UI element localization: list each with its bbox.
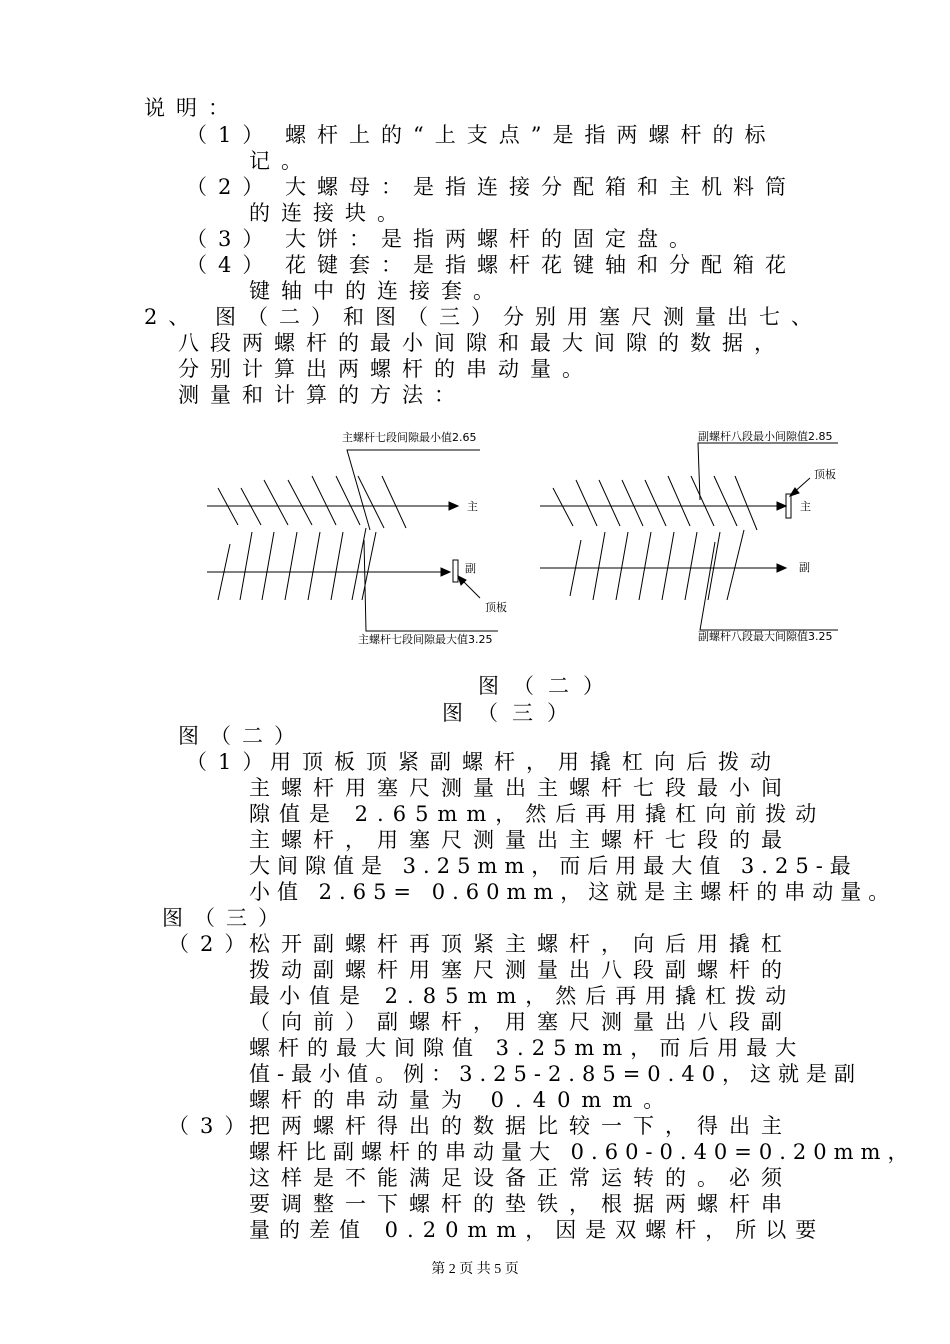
caption-figure-2: 图（二） — [478, 674, 618, 698]
step1-line-2: 主螺杆用塞尺测量出主螺杆七段最小间 — [249, 776, 793, 800]
left-bottom-label: 主螺杆七段间隙最大值3.25 — [358, 633, 493, 646]
note-3-line-1: 大饼：是指两螺杆的固定盘。 — [285, 227, 701, 251]
note-4-line-1: 花键套：是指螺杆花键轴和分配箱花 — [285, 253, 797, 277]
note-2-line-1: 大螺母：是指连接分配箱和主机料筒 — [285, 175, 797, 199]
note-2-number: （2） — [186, 175, 275, 199]
step1-line-6: 小值 2.65= 0.60mm，这就是主螺杆的串动量。 — [249, 880, 897, 904]
step3-line-5: 量的差值 0.20mm，因是双螺杆，所以要 — [249, 1218, 826, 1242]
note-4-number: （4） — [186, 253, 275, 277]
left-top-leader — [347, 450, 480, 530]
figure-left-diagram — [207, 450, 498, 631]
step3-line-1: 把两螺杆得出的数据比较一下，得出主 — [249, 1114, 793, 1138]
section2-line-3: 分别计算出两螺杆的串动量。 — [178, 357, 594, 381]
page-footer: 第 2 页 共 5 页 — [431, 1262, 519, 1277]
note-2-line-2: 的连接块。 — [249, 201, 409, 225]
step2-line-6: 值-最小值。例：3.25-2.85=0.40，这就是副 — [249, 1062, 863, 1086]
left-main-label: 主 — [467, 500, 478, 513]
note-1-number: （1） — [186, 123, 275, 147]
right-bottom-leader — [700, 542, 838, 630]
step2-line-3: 最小值是 2.85mm，然后再用撬杠拨动 — [249, 984, 796, 1008]
step1-line-1: 用顶板顶紧副螺杆，用撬杠向后拨动 — [270, 750, 782, 774]
step2-line-7: 螺杆的串动量为 0.40mm。 — [249, 1088, 676, 1112]
caption-figure-3: 图（三） — [442, 701, 582, 725]
section2-line-1: 图（二）和图（三）分别用塞尺测量出七、 — [215, 305, 823, 329]
right-aux-label: 副 — [799, 561, 810, 574]
left-plate-label: 顶板 — [485, 601, 507, 614]
step3-line-3: 这样是不能满足设备正常运转的。必须 — [249, 1166, 793, 1190]
step2-line-4: （向前）副螺杆，用塞尺测量出八段副 — [249, 1010, 793, 1034]
step1-line-4: 主螺杆，用塞尺测量出主螺杆七段的最 — [249, 828, 793, 852]
right-main-label: 主 — [800, 500, 811, 513]
method-fig2-heading: 图（二） — [178, 724, 306, 748]
method-fig3-heading: 图（三） — [162, 906, 290, 930]
step3-line-4: 要调整一下螺杆的垫铁，根据两螺杆串 — [249, 1192, 793, 1216]
section2-number: 2、 — [144, 305, 201, 329]
section2-line-2: 八段两螺杆的最小间隙和最大间隙的数据， — [178, 331, 786, 355]
note-3-number: （3） — [186, 227, 275, 251]
left-main-arrowhead — [449, 502, 458, 510]
step1-number: （1） — [186, 750, 275, 774]
left-top-plate — [453, 560, 458, 582]
left-bottom-leader — [364, 540, 498, 631]
right-aux-arrowhead — [777, 564, 786, 572]
note-1-line-1: 螺杆上的“上支点”是指两螺杆的标 — [285, 123, 777, 147]
note-1-line-2: 记。 — [249, 149, 313, 173]
right-bottom-label: 副螺杆八段最大间隙值3.25 — [698, 630, 833, 643]
step3-line-2: 螺杆比副螺杆的串动量大 0.60-0.40=0.20mm， — [249, 1140, 916, 1164]
left-top-label: 主螺杆七段间隙最小值2.65 — [342, 431, 477, 444]
step2-line-2: 拨动副螺杆用塞尺测量出八段副螺杆的 — [249, 958, 793, 982]
step2-number: （2） — [168, 932, 257, 956]
step2-line-5: 螺杆的最大间隙值 3.25mm，而后用最大 — [249, 1036, 805, 1060]
notes-heading: 说明： — [144, 96, 240, 120]
right-plate-label: 顶板 — [814, 468, 836, 481]
step1-line-3: 隙值是 2.65mm，然后再用撬杠向前拨动 — [249, 802, 826, 826]
left-aux-arrowhead — [441, 568, 450, 576]
step3-number: （3） — [168, 1114, 257, 1138]
step2-line-1: 松开副螺杆再顶紧主螺杆，向后用撬杠 — [249, 932, 793, 956]
right-main-arrowhead — [777, 502, 786, 510]
section2-line-4: 测量和计算的方法： — [178, 383, 466, 407]
note-4-line-2: 键轴中的连接套。 — [249, 279, 505, 303]
right-top-label: 副螺杆八段最小间隙值2.85 — [698, 430, 833, 443]
left-aux-label: 副 — [465, 562, 476, 575]
step1-line-5: 大间隙值是 3.25mm，而后用最大值 3.25-最 — [249, 854, 858, 878]
figure-right-diagram — [540, 443, 838, 630]
